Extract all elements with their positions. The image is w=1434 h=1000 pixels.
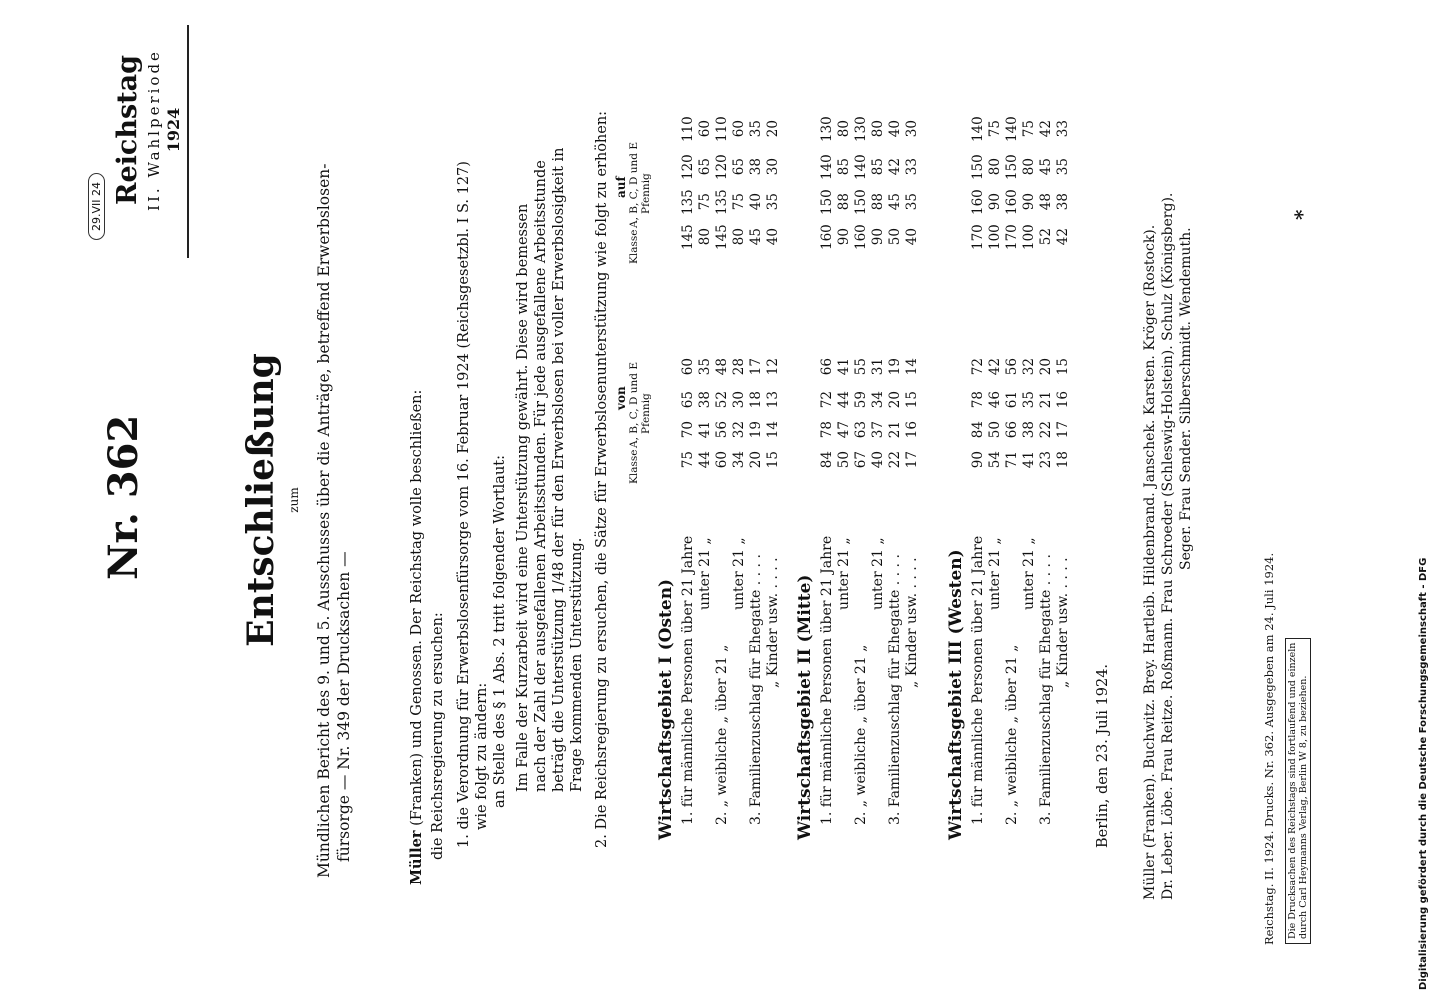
col-header-von: von xyxy=(614,386,628,410)
value-cell: 32 xyxy=(731,421,747,439)
value-cell: 80 xyxy=(836,120,852,138)
value-cell: 48 xyxy=(1038,193,1054,211)
value-cell: 56 xyxy=(714,421,730,439)
value-cell: 65 xyxy=(731,158,747,176)
value-cell: 75 xyxy=(1021,120,1037,138)
region-title: Wirtschaftsgebiet III (Westen) xyxy=(946,549,966,840)
value-cell: 21 xyxy=(887,421,903,439)
value-cell: 110 xyxy=(680,116,696,142)
point-2: 2. Die Reichsregierung zu ersuchen, die Sätze für Erwerbslosenunterstützung wie folgt zu erhöhen: xyxy=(594,110,610,848)
value-cell: 41 xyxy=(697,421,713,439)
value-cell: 40 xyxy=(765,228,781,246)
value-cell: 110 xyxy=(714,116,730,142)
row-label: „ Kinder usw. . . . . xyxy=(765,557,781,688)
value-cell: 35 xyxy=(697,358,713,376)
value-cell: 33 xyxy=(904,158,920,176)
row-label: 3. Familienzuschlag für Ehegatte . . . . xyxy=(1038,554,1054,825)
value-cell: 170 xyxy=(970,224,986,250)
row-label: 2. „ weibliche „ über 21 „ xyxy=(714,644,730,825)
value-cell: 17 xyxy=(904,451,920,469)
proposer-name: Müller xyxy=(408,830,425,885)
value-cell: 16 xyxy=(1055,391,1071,409)
col-header-auf: auf xyxy=(614,176,628,198)
value-cell: 150 xyxy=(853,189,869,215)
value-cell: 135 xyxy=(680,189,696,215)
value-cell: 150 xyxy=(819,189,835,215)
row-label: unter 21 „ xyxy=(731,537,747,610)
value-cell: 50 xyxy=(836,451,852,469)
value-cell: 65 xyxy=(680,391,696,409)
org-name: Reichstag xyxy=(112,55,143,205)
col-header-classes-auf: A, B, C, D und E xyxy=(628,142,640,228)
value-cell: 65 xyxy=(697,158,713,176)
value-cell: 72 xyxy=(970,358,986,376)
value-cell: 18 xyxy=(1055,451,1071,469)
value-cell: 41 xyxy=(1021,451,1037,469)
value-cell: 90 xyxy=(970,451,986,469)
subject-line-1: Mündlichen Bericht des 9. und 5. Ausschusses über die Anträge, betreffend Erwerbslosen- xyxy=(315,163,333,878)
value-cell: 140 xyxy=(853,154,869,180)
value-cell: 35 xyxy=(748,120,764,138)
point-1-line-1: 1. die Verordnung für Erwerbslosenfürsorge vom 16. Februar 1924 (Reichsgesetzbl. I S. 127) xyxy=(456,161,472,848)
signatures-line-2: Dr. Leber. Löbe. Frau Reitze. Roßmann. Frau Schroeder (Schleswig-Holstein). Schulz (Königsberg). xyxy=(1160,192,1176,900)
value-cell: 37 xyxy=(870,421,886,439)
value-cell: 20 xyxy=(765,120,781,138)
row-label: 1. für männliche Personen über 21 Jahre xyxy=(680,535,696,825)
value-cell: 14 xyxy=(765,421,781,439)
value-cell: 130 xyxy=(819,116,835,142)
value-cell: 75 xyxy=(697,193,713,211)
value-cell: 35 xyxy=(1021,391,1037,409)
legislative-period: II. Wahlperiode xyxy=(145,49,163,211)
value-cell: 42 xyxy=(1038,120,1054,138)
point-1-line-2: wie folgt zu ändern: xyxy=(474,682,490,830)
value-cell: 20 xyxy=(1038,358,1054,376)
value-cell: 52 xyxy=(1038,228,1054,246)
value-cell: 67 xyxy=(853,451,869,469)
value-cell: 46 xyxy=(987,391,1003,409)
value-cell: 145 xyxy=(714,224,730,250)
value-cell: 72 xyxy=(819,391,835,409)
value-cell: 85 xyxy=(870,158,886,176)
value-cell: 34 xyxy=(731,451,747,469)
value-cell: 13 xyxy=(765,391,781,409)
value-cell: 80 xyxy=(870,120,886,138)
value-cell: 16 xyxy=(904,421,920,439)
value-cell: 71 xyxy=(1004,451,1020,469)
quote-line-4: Frage kommenden Unterstützung. xyxy=(569,537,585,792)
row-label: 3. Familienzuschlag für Ehegatte . . . . xyxy=(748,554,764,825)
value-cell: 160 xyxy=(819,224,835,250)
value-cell: 42 xyxy=(1055,228,1071,246)
value-cell: 59 xyxy=(853,391,869,409)
value-cell: 48 xyxy=(714,358,730,376)
signatures-line-3: Seger. Frau Sender. Silberschmidt. Wendemuth. xyxy=(1178,227,1194,570)
value-cell: 17 xyxy=(1055,421,1071,439)
value-cell: 34 xyxy=(870,391,886,409)
row-label: unter 21 „ xyxy=(836,537,852,610)
dfg-note: Digitalisierung gefördert durch die Deutsche Forschungsgemeinschaft - DFG xyxy=(1418,557,1429,990)
row-label: 3. Familienzuschlag für Ehegatte . . . . xyxy=(887,554,903,825)
motion-intro xyxy=(408,390,427,885)
value-cell: 170 xyxy=(1004,224,1020,250)
year: 1924 xyxy=(164,107,183,153)
value-cell: 35 xyxy=(1055,158,1071,176)
place-date: Berlin, den 23. Juli 1924. xyxy=(1095,663,1111,848)
motion-intro-2: die Reichsregierung zu ersuchen: xyxy=(430,612,446,860)
asterisk-mark: * xyxy=(1290,209,1314,220)
value-cell: 44 xyxy=(836,391,852,409)
value-cell: 14 xyxy=(904,358,920,376)
value-cell: 20 xyxy=(748,451,764,469)
value-cell: 40 xyxy=(904,228,920,246)
quote-line-1: Im Falle der Kurzarbeit wird eine Unterstützung gewährt. Diese wird bemessen xyxy=(515,203,531,792)
header-rule xyxy=(187,25,189,258)
value-cell: 66 xyxy=(819,358,835,376)
value-cell: 30 xyxy=(731,391,747,409)
value-cell: 17 xyxy=(748,358,764,376)
value-cell: 56 xyxy=(1004,358,1020,376)
value-cell: 55 xyxy=(853,358,869,376)
value-cell: 63 xyxy=(853,421,869,439)
value-cell: 40 xyxy=(870,451,886,469)
quote-line-2: nach der Zahl der ausgefallenen Arbeitsstunden. Für jede ausgefallene Arbeitsstunde xyxy=(533,160,549,792)
value-cell: 84 xyxy=(970,421,986,439)
value-cell: 75 xyxy=(680,451,696,469)
value-cell: 35 xyxy=(765,193,781,211)
value-cell: 19 xyxy=(887,358,903,376)
row-label: unter 21 „ xyxy=(987,537,1003,610)
value-cell: 100 xyxy=(1021,224,1037,250)
value-cell: 47 xyxy=(836,421,852,439)
value-cell: 38 xyxy=(1021,421,1037,439)
value-cell: 160 xyxy=(1004,189,1020,215)
value-cell: 41 xyxy=(836,358,852,376)
value-cell: 22 xyxy=(1038,421,1054,439)
value-cell: 120 xyxy=(714,154,730,180)
col-header-classes-von: A, B, C, D und E xyxy=(628,362,640,448)
value-cell: 44 xyxy=(697,451,713,469)
value-cell: 31 xyxy=(870,358,886,376)
point-1-line-3: an Stelle des § 1 Abs. 2 tritt folgender Wortlaut: xyxy=(492,455,508,808)
motion-intro-rest: (Franken) und Genossen. Der Reichstag wolle beschließen: xyxy=(409,389,425,831)
value-cell: 88 xyxy=(836,193,852,211)
value-cell: 60 xyxy=(731,120,747,138)
value-cell: 22 xyxy=(887,451,903,469)
value-cell: 54 xyxy=(987,451,1003,469)
value-cell: 45 xyxy=(887,193,903,211)
value-cell: 38 xyxy=(748,158,764,176)
value-cell: 75 xyxy=(987,120,1003,138)
col-header-klasse-von: Klasse xyxy=(628,449,640,484)
value-cell: 140 xyxy=(970,116,986,142)
value-cell: 45 xyxy=(748,228,764,246)
row-label: unter 21 „ xyxy=(870,537,886,610)
received-stamp: 29.VII 24 xyxy=(88,173,105,240)
value-cell: 30 xyxy=(904,120,920,138)
value-cell: 150 xyxy=(970,154,986,180)
value-cell: 38 xyxy=(697,391,713,409)
value-cell: 90 xyxy=(1021,193,1037,211)
value-cell: 42 xyxy=(887,158,903,176)
col-header-pfennig-von: Pfennig xyxy=(640,393,652,434)
value-cell: 33 xyxy=(1055,120,1071,138)
value-cell: 32 xyxy=(1021,358,1037,376)
value-cell: 19 xyxy=(748,421,764,439)
row-label: unter 21 „ xyxy=(1021,537,1037,610)
document-title: Entschließung xyxy=(240,353,282,647)
value-cell: 80 xyxy=(697,228,713,246)
value-cell: 80 xyxy=(987,158,1003,176)
value-cell: 23 xyxy=(1038,451,1054,469)
value-cell: 42 xyxy=(987,358,1003,376)
value-cell: 135 xyxy=(714,189,730,215)
value-cell: 15 xyxy=(765,451,781,469)
value-cell: 90 xyxy=(836,228,852,246)
value-cell: 35 xyxy=(904,193,920,211)
footer-box-line-1: Die Drucksachen des Reichstags sind fortlaufend und einzeln xyxy=(1287,642,1298,939)
value-cell: 88 xyxy=(870,193,886,211)
title-zum: zum xyxy=(287,487,301,513)
value-cell: 75 xyxy=(731,193,747,211)
value-cell: 90 xyxy=(870,228,886,246)
value-cell: 50 xyxy=(887,228,903,246)
value-cell: 84 xyxy=(819,451,835,469)
value-cell: 12 xyxy=(765,358,781,376)
value-cell: 130 xyxy=(853,116,869,142)
value-cell: 38 xyxy=(1055,193,1071,211)
value-cell: 40 xyxy=(887,120,903,138)
value-cell: 78 xyxy=(970,391,986,409)
value-cell: 120 xyxy=(680,154,696,180)
row-label: 2. „ weibliche „ über 21 „ xyxy=(1004,644,1020,825)
value-cell: 28 xyxy=(731,358,747,376)
value-cell: 61 xyxy=(1004,391,1020,409)
quote-line-3: beträgt die Unterstützung 1/48 der für den Erwerbslosen bei voller Erwerbslosigkeit in xyxy=(551,147,567,792)
value-cell: 45 xyxy=(1038,158,1054,176)
value-cell: 160 xyxy=(970,189,986,215)
value-cell: 100 xyxy=(987,224,1003,250)
row-label: unter 21 „ xyxy=(697,537,713,610)
value-cell: 40 xyxy=(748,193,764,211)
region-title: Wirtschaftsgebiet II (Mitte) xyxy=(795,574,815,840)
row-label: 1. für männliche Personen über 21 Jahre xyxy=(970,535,986,825)
row-label: 2. „ weibliche „ über 21 „ xyxy=(853,644,869,825)
value-cell: 150 xyxy=(1004,154,1020,180)
footer-box xyxy=(1285,638,1311,944)
value-cell: 60 xyxy=(697,120,713,138)
row-label: 1. für männliche Personen über 21 Jahre xyxy=(819,535,835,825)
value-cell: 21 xyxy=(1038,391,1054,409)
value-cell: 80 xyxy=(1021,158,1037,176)
value-cell: 15 xyxy=(904,391,920,409)
value-cell: 80 xyxy=(731,228,747,246)
subject-line-2: fürsorge — Nr. 349 der Drucksachen — xyxy=(335,551,353,862)
value-cell: 78 xyxy=(819,421,835,439)
row-label: „ Kinder usw. . . . . xyxy=(1055,557,1071,688)
value-cell: 30 xyxy=(765,158,781,176)
value-cell: 140 xyxy=(1004,116,1020,142)
value-cell: 50 xyxy=(987,421,1003,439)
value-cell: 15 xyxy=(1055,358,1071,376)
value-cell: 85 xyxy=(836,158,852,176)
value-cell: 60 xyxy=(680,358,696,376)
region-title: Wirtschaftsgebiet I (Osten) xyxy=(656,578,676,840)
signatures-line-1: Müller (Franken). Buchwitz. Brey. Hartleib. Hildenbrand. Janschek. Karsten. Kröger (Rostock). xyxy=(1142,224,1158,900)
row-label: „ Kinder usw. . . . . xyxy=(904,557,920,688)
footer-box-line-2: durch Carl Heymanns Verlag, Berlin W 8, zu beziehen. xyxy=(1298,675,1309,939)
value-cell: 66 xyxy=(1004,421,1020,439)
value-cell: 60 xyxy=(714,451,730,469)
value-cell: 20 xyxy=(887,391,903,409)
value-cell: 52 xyxy=(714,391,730,409)
value-cell: 70 xyxy=(680,421,696,439)
value-cell: 140 xyxy=(819,154,835,180)
value-cell: 90 xyxy=(987,193,1003,211)
footer-line: Reichstag. II. 1924. Drucks. Nr. 362. Ausgegeben am 24. Juli 1924. xyxy=(1262,552,1276,945)
value-cell: 145 xyxy=(680,224,696,250)
col-header-pfennig-auf: Pfennig xyxy=(640,173,652,214)
value-cell: 18 xyxy=(748,391,764,409)
document-number: Nr. 362 xyxy=(100,414,147,580)
col-header-klasse-auf: Klasse xyxy=(628,229,640,264)
value-cell: 160 xyxy=(853,224,869,250)
